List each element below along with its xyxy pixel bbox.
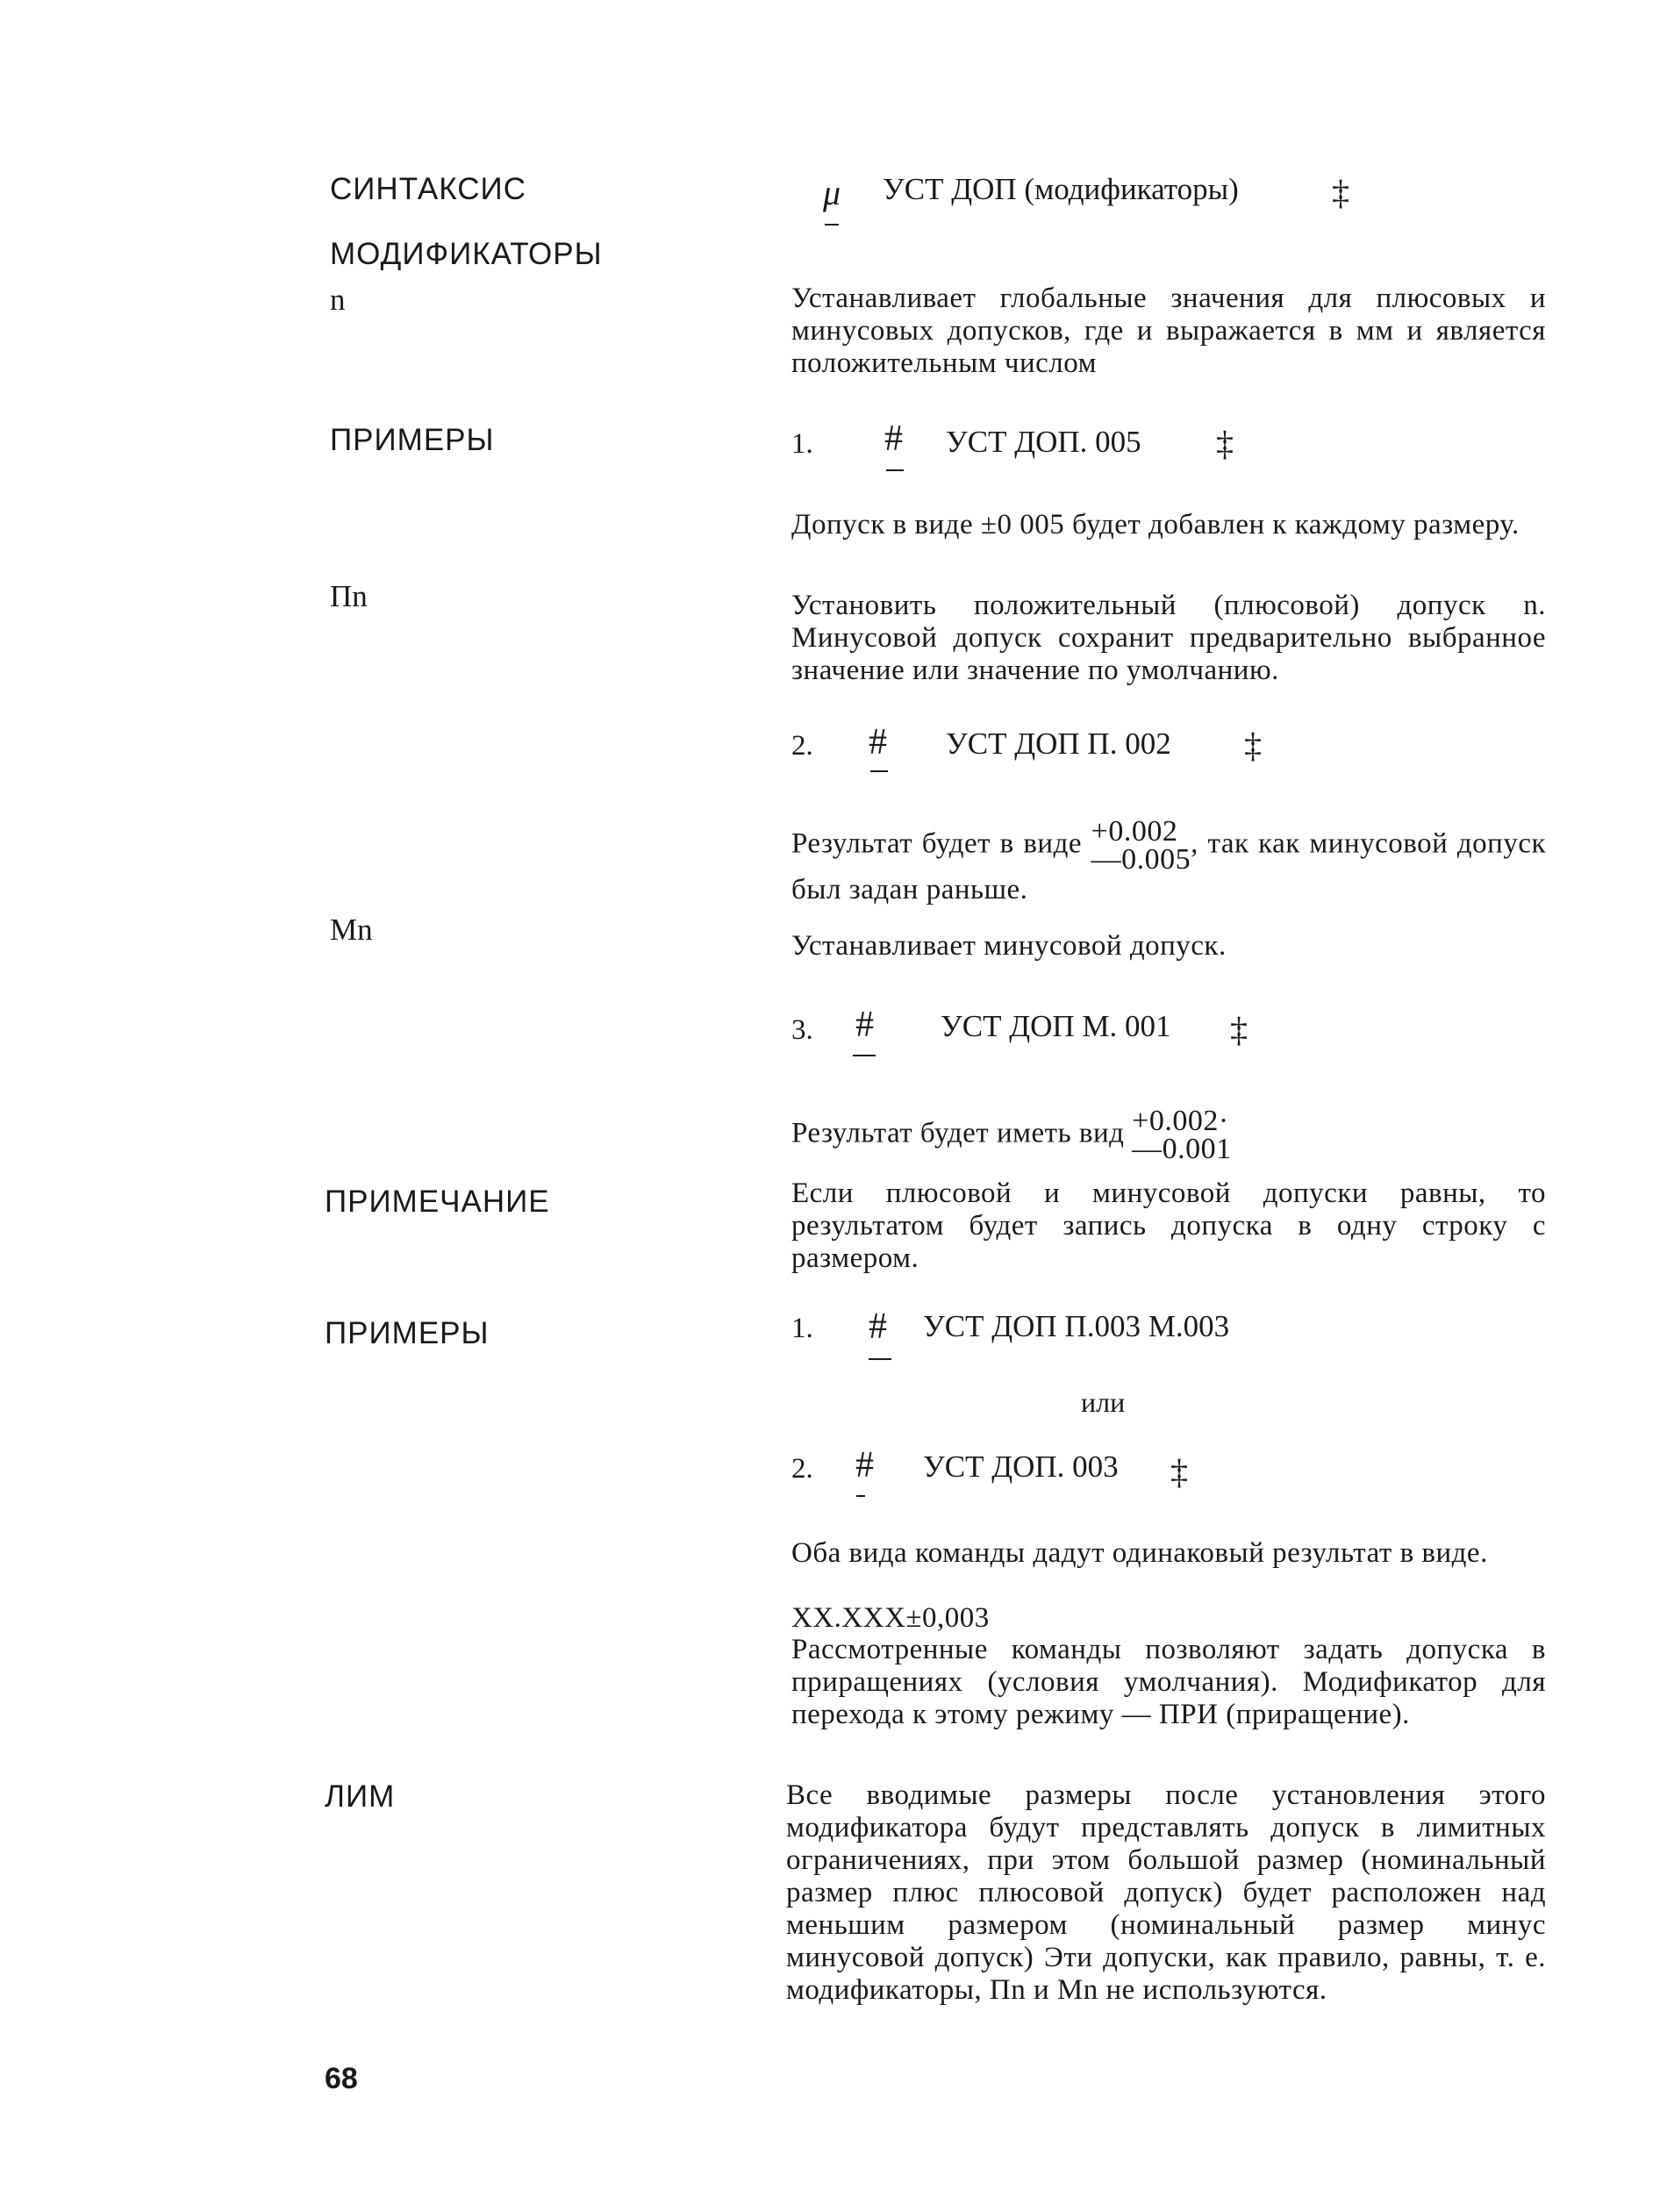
label-syntax: СИНТАКСИС — [330, 172, 526, 206]
n-description: Устанавливает глобальные значения для плюсовых и минусовых допусков, где и выражается в мм и является положительным числом — [791, 283, 1546, 379]
end-symbol-2: ‡ — [1244, 726, 1262, 765]
label-modifiers: МОДИФИКАТОРЫ — [330, 237, 603, 271]
hash-symbol-4: # — [869, 1306, 887, 1347]
hash-symbol-1: # — [884, 419, 903, 459]
example-3-tolerance-bottom: —0.001 — [1132, 1133, 1232, 1165]
mu-symbol: μ — [823, 173, 841, 212]
end-symbol-syntax: ‡ — [1332, 173, 1349, 212]
example-2-result — [791, 815, 1547, 906]
example-3-number: 3. — [791, 1014, 813, 1046]
example-3-tolerance-top: +0.002· — [1132, 1105, 1229, 1137]
pn-description: Установить положительный (плюсовой) допуск n. Минусовой допуск сохранит предварительно выбранное значение или значение по умолчанию. — [791, 590, 1546, 686]
or-text: или — [1081, 1386, 1126, 1418]
end-symbol-3: ‡ — [1230, 1010, 1248, 1049]
example-5-command: УСТ ДОП. 003 — [923, 1450, 1119, 1484]
label-examples-2: ПРИМЕРЫ — [325, 1316, 490, 1350]
example-4-number: 1. — [791, 1313, 813, 1344]
hash-underline-3 — [853, 1055, 876, 1056]
example-3-result-prefix: Результат будет иметь вид — [791, 1117, 1125, 1149]
label-pn: Пn — [330, 579, 368, 613]
example-2-command: УСТ ДОП П. 002 — [946, 727, 1171, 761]
example-3-result — [791, 1107, 1546, 1163]
label-lim: ЛИМ — [325, 1779, 396, 1814]
example-2-tolerance-bottom: —0.005 — [1091, 843, 1191, 876]
end-symbol-1: ‡ — [1216, 424, 1234, 463]
example-1-result: Допуск в виде ±0 005 будет добавлен к каждому размеру. — [791, 509, 1520, 540]
note-description: Если плюсовой и минусовой допуски равны, то результатом будет запись допуска в одну строку с размером. — [791, 1178, 1546, 1274]
end-symbol-5: ‡ — [1170, 1452, 1188, 1492]
label-examples-1: ПРИМЕРЫ — [330, 423, 495, 457]
example-4-command: УСТ ДОП П.003 М.003 — [923, 1309, 1230, 1343]
xx-value: XX.XXX±0,003 — [791, 1602, 990, 1634]
example-1-command: УСТ ДОП. 005 — [946, 425, 1141, 459]
increment-description: Рассмотренные команды позволяют задать допуска в приращениях (условия умолчания). Модификатор для перехода к этому режиму — ПРИ (приращение). — [791, 1634, 1546, 1730]
hash-underline-4 — [869, 1358, 891, 1360]
mu-underline — [825, 224, 839, 225]
example-5-number: 2. — [791, 1453, 813, 1485]
example-2-result-suffix: , так как минусовой допуск был задан раньше. — [791, 827, 1547, 906]
label-n: n — [330, 283, 346, 317]
hash-underline-5 — [856, 1495, 865, 1497]
page-number: 68 — [325, 2062, 358, 2095]
hash-symbol-3: # — [855, 1005, 874, 1045]
example-2-tolerance — [1091, 815, 1191, 876]
hash-symbol-5: # — [855, 1445, 874, 1485]
lim-description: Все вводимые размеры после установления этого модификатора будут представлять допуск в лимитных ограничениях, при этом большой размер (номинальный размер плюс плюсовой допуск) будет расположен над меньшим размером (номинальный размер минус минусовой допуск) Эти допуски, как правило, равны, т. е. модификаторы, Пn и Mn не используются. — [786, 1779, 1546, 2006]
both-result: Оба вида команды дадут одинаковый результат в виде. — [791, 1537, 1488, 1569]
hash-symbol-2: # — [869, 722, 887, 762]
syntax-command: УСТ ДОП (модификаторы) — [883, 172, 1239, 206]
example-2-result-prefix: Результат будет в виде — [791, 827, 1083, 860]
label-mn: Mn — [330, 913, 373, 947]
example-3-tolerance — [1132, 1107, 1232, 1163]
example-2-number: 2. — [791, 730, 813, 762]
hash-underline-2 — [870, 770, 888, 772]
example-3-command: УСТ ДОП М. 001 — [941, 1009, 1171, 1043]
label-note: ПРИМЕЧАНИЕ — [325, 1185, 550, 1219]
hash-underline-1 — [886, 469, 904, 471]
example-1-number: 1. — [791, 428, 813, 460]
example-2-tolerance-top: +0.002 — [1091, 815, 1178, 848]
mn-description: Устанавливает минусовой допуск. — [791, 930, 1227, 962]
